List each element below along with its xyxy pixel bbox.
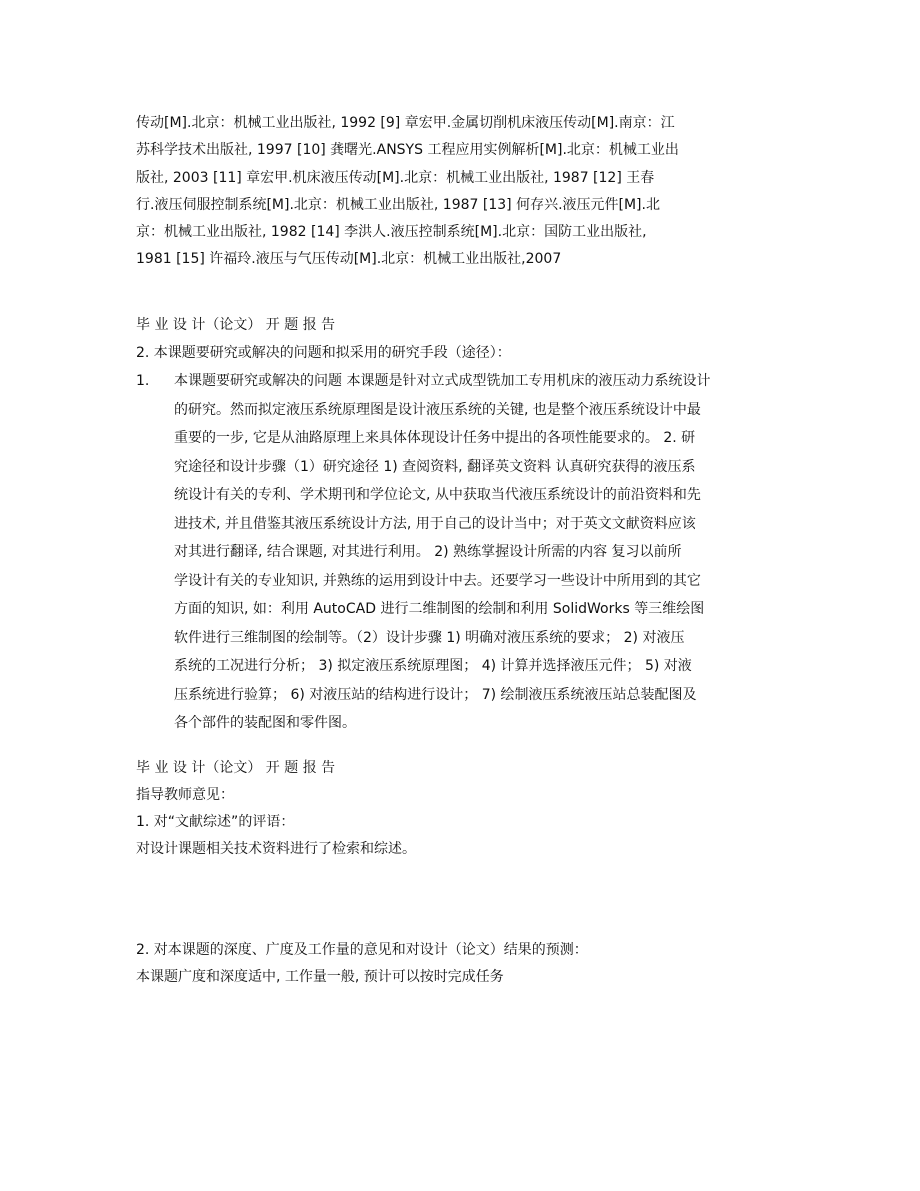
item-line: 统设计有关的专利、学术期刊和学位论文, 从中获取当代液压系统设计的前沿资料和先 bbox=[174, 487, 701, 503]
workload-section bbox=[136, 937, 786, 991]
advisor-section bbox=[136, 755, 786, 863]
item-line: 方面的知识, 如：利用 AutoCAD 进行二维制图的绘制和利用 SolidWorks 等三维绘图 bbox=[174, 601, 705, 617]
reference-line: 苏科学技术出版社, 1997 [10] 龚曙光.ANSYS 工程应用实例解析[M].北京：机械工业出 bbox=[136, 142, 679, 159]
reference-line: 京：机械工业出版社, 1982 [14] 李洪人.液压控制系统[M].北京：国防工业出版社, bbox=[136, 224, 647, 241]
item-number: 1. bbox=[136, 373, 150, 389]
item-line: 软件进行三维制图的绘制等。（2）设计步骤 1) 明确对液压系统的要求； 2) 对液压 bbox=[174, 629, 685, 646]
item-line: 究途径和设计步骤（1）研究途径 1) 查阅资料, 翻译英文资料 认真研究获得的液压系 bbox=[174, 458, 696, 475]
research-question: 2. 本课题要研究或解决的问题和拟采用的研究手段（途径）： bbox=[136, 345, 511, 361]
section-heading: 毕 业 设 计（论文） 开 题 报 告 bbox=[136, 760, 336, 776]
research-section bbox=[136, 311, 786, 738]
item-line: 进技术, 并且借鉴其液压系统设计方法, 用于自己的设计当中；对于英文文献资料应该 bbox=[174, 515, 696, 532]
item-line: 的研究。然而拟定液压系统原理图是设计液压系统的关键, 也是整个液压系统设计中最 bbox=[174, 401, 701, 418]
workload-comment: 本课题广度和深度适中, 工作量一般, 预计可以按时完成任务 bbox=[136, 969, 504, 985]
item-line: 对其进行翻译, 结合课题, 对其进行利用。 2) 熟练掌握设计所需的内容 复习以前所 bbox=[174, 544, 682, 560]
reference-line: 传动[M].北京：机械工业出版社, 1992 [9] 章宏甲.金属切削机床液压传动[M].南京：江 bbox=[136, 115, 675, 131]
reference-line: 行.液压伺服控制系统[M].北京：机械工业出版社, 1987 [13] 何存兴.液压元件[M].北 bbox=[136, 196, 660, 213]
item-line: 本课题要研究或解决的问题 本课题是针对立式成型铣加工专用机床的液压动力系统设计 bbox=[174, 373, 711, 389]
reference-list bbox=[136, 110, 786, 274]
section-heading: 毕 业 设 计（论文） 开 题 报 告 bbox=[136, 317, 336, 333]
item-line: 系统的工况进行分析； 3) 拟定液压系统原理图； 4) 计算并选择液压元件； 5) 对液 bbox=[174, 658, 692, 674]
research-item bbox=[136, 367, 786, 738]
literature-review-question: 1. 对“文献综述”的评语： bbox=[136, 814, 295, 830]
item-line: 学设计有关的专业知识, 并熟练的运用到设计中去。还要学习一些设计中所用到的其它 bbox=[174, 572, 701, 589]
advisor-label: 指导教师意见： bbox=[136, 787, 234, 803]
literature-review-comment: 对设计课题相关技术资料进行了检索和综述。 bbox=[136, 841, 416, 857]
reference-line: 1981 [15] 许福玲.液压与气压传动[M].北京：机械工业出版社,2007 bbox=[136, 251, 562, 268]
item-line: 重要的一步, 它是从油路原理上来具体体现设计任务中提出的各项性能要求的。 2. 研 bbox=[174, 430, 696, 446]
item-line: 压系统进行验算； 6) 对液压站的结构进行设计； 7) 绘制液压系统液压站总装配图及 bbox=[174, 686, 697, 703]
reference-line: 版社, 2003 [11] 章宏甲.机床液压传动[M].北京：机械工业出版社, 1987 [12] 王春 bbox=[136, 169, 655, 186]
item-line: 各个部件的装配图和零件图。 bbox=[174, 715, 356, 731]
workload-question: 2. 对本课题的深度、广度及工作量的意见和对设计（论文）结果的预测： bbox=[136, 942, 588, 958]
